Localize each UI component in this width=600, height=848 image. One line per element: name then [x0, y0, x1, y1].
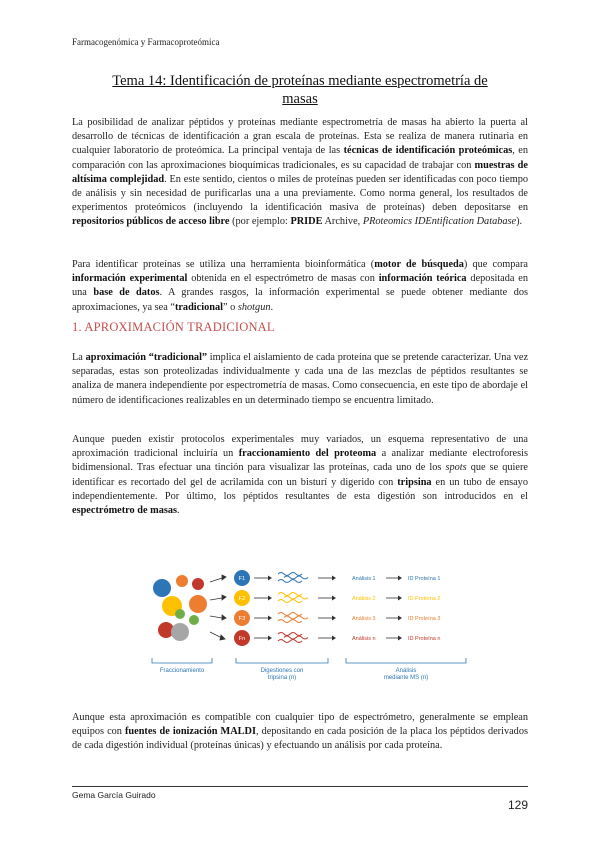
- arrowhead: [268, 636, 272, 641]
- section-heading-traditional: 1. APROXIMACIÓN TRADICIONAL: [72, 320, 275, 334]
- spot-orange: [189, 595, 207, 613]
- peptide-wave: [284, 616, 308, 619]
- protein-id-label: ID Proteína n: [408, 636, 441, 642]
- arrowhead: [268, 596, 272, 601]
- arrowhead: [268, 576, 272, 581]
- arrowhead: [398, 596, 402, 601]
- footer-rule: [72, 786, 528, 787]
- spot-red-top: [192, 578, 204, 590]
- analysis-label: Análisis 1: [352, 576, 376, 582]
- arrowhead: [332, 596, 336, 601]
- page-number: 129: [507, 798, 528, 812]
- title-line-1: Tema 14: Identificación de proteínas mediante espectrometría de: [112, 73, 488, 89]
- peptide-wave: [278, 640, 302, 643]
- fraction-label: F1: [238, 576, 246, 582]
- spot-gray: [171, 623, 189, 641]
- peptide-wave: [278, 633, 302, 636]
- paragraph-intro: La posibilidad de analizar péptidos y proteínas mediante espectrometría de masas ha abierto la puerta al desarrollo de técnicas de identificación a gran escala de proteínas. Esta se realiza de manera rutinaria en cualquier laboratorio de proteómica. La principal ventaja de las técnicas de identificación proteómicas, en comparación con las aproximaciones bioquímicas tradicionales, es su capacidad de trabajar con muestras de altísima complejidad. En este sentido, cientos o miles de proteínas pueden ser identificadas con poco tiempo de análisis y sin necesidad de purificarlas una a una previamente. Como norma general, los resultados de experimentos proteómicos (incluyendo la identificación masiva de proteínas) deben depositarse en repositorios públicos de acceso libre (por ejemplo: PRIDE Archive, PRoteomics IDEntification Database).: [72, 117, 529, 228]
- protein-id-label: ID Proteína 3: [408, 616, 441, 622]
- paragraph-search-engine: Para identificar proteínas se utiliza una herramienta bioinformática (motor de búsqueda) que compara información experimental obtenida en el espectrómetro de masas con información teórica depositada en una base de datos. A grandes rasgos, la información experimental se puede obtener mediante dos aproximaciones, ya sea “tradicional” o shotgun.: [72, 259, 529, 313]
- spot-blue: [153, 579, 171, 597]
- peptide-wave: [278, 580, 302, 583]
- footer-author: Gema García Guirado: [72, 790, 156, 800]
- label-ms-2: mediante MS (n): [383, 675, 429, 681]
- spot-green-small: [189, 615, 199, 625]
- title-line-2: masas: [282, 91, 318, 107]
- label-digestion-1: Digestiones con: [260, 668, 304, 674]
- arrowhead: [398, 636, 402, 641]
- peptide-wave: [278, 613, 302, 616]
- paragraph-traditional-approach: La aproximación “tradicional” implica el aislamiento de cada proteína que se pretende caracterizar. Una vez separadas, estas son proteolizadas individualmente y cada una de las mezclas de péptidos resultantes se analiza de manera independiente por espectrometría de masas. Como consecuencia, en este tipo de abordaje el número de identificaciones realizables en un determinado tiempo se encuentra limitado.: [72, 352, 529, 406]
- peptide-wave: [278, 600, 302, 603]
- arrowhead: [398, 576, 402, 581]
- fraction-label: F2: [238, 596, 246, 602]
- protein-id-label: ID Proteína 2: [408, 596, 441, 602]
- fraction-label: Fn: [238, 636, 246, 642]
- arrowhead: [332, 616, 336, 621]
- analysis-label: Análisis n: [352, 636, 376, 642]
- spot-orange-small: [176, 575, 188, 587]
- running-header: Farmacogenómica y Farmacoproteómica: [72, 37, 220, 47]
- label-fractionation: Fraccionamiento: [159, 668, 205, 674]
- page-title: [72, 72, 528, 108]
- label-ms-1: Análisis: [395, 668, 417, 674]
- peptide-wave: [278, 573, 302, 576]
- paragraph-protocol: Aunque pueden existir protocolos experimentales muy variados, un esquema representativo de una aproximación tradicional incluiría un fraccionamiento del proteoma a analizar mediante electroforesis bidimensional. Tras efectuar una tinción para visualizar las proteínas, cada uno de los spots que se quiere identificar es recortado del gel de acrilamida con un bisturí y digerido con tripsina en un tubo de ensayo independientemente. Por último, los péptidos resultantes de esta digestión son introducidos en el espectrómetro de masas.: [72, 434, 528, 517]
- fraction-label: F3: [238, 616, 246, 622]
- arrowhead: [332, 576, 336, 581]
- analysis-label: Análisis 3: [352, 616, 376, 622]
- spot-green: [175, 609, 185, 619]
- paragraph-maldi: Aunque esta aproximación es compatible con cualquier tipo de espectrómetro, generalmente se emplean equipos con fuentes de ionización MALDI, depositando en cada posición de la placa los péptidos derivados de cada digestión individual (proteínas únicas) y efectuando un análisis por cada proteína.: [72, 712, 528, 752]
- peptide-wave: [284, 596, 308, 599]
- peptide-wave: [278, 620, 302, 623]
- arrowhead: [332, 636, 336, 641]
- peptide-wave: [284, 636, 308, 639]
- arrowhead: [398, 616, 402, 621]
- analysis-label: Análisis 2: [352, 596, 376, 602]
- peptide-wave: [278, 593, 302, 596]
- label-digestion-2: tripsina (n): [267, 675, 297, 681]
- protein-id-label: ID Proteína 1: [408, 576, 441, 582]
- peptide-wave: [284, 576, 308, 579]
- arrowhead: [268, 616, 272, 621]
- workflow-figure: [150, 560, 470, 690]
